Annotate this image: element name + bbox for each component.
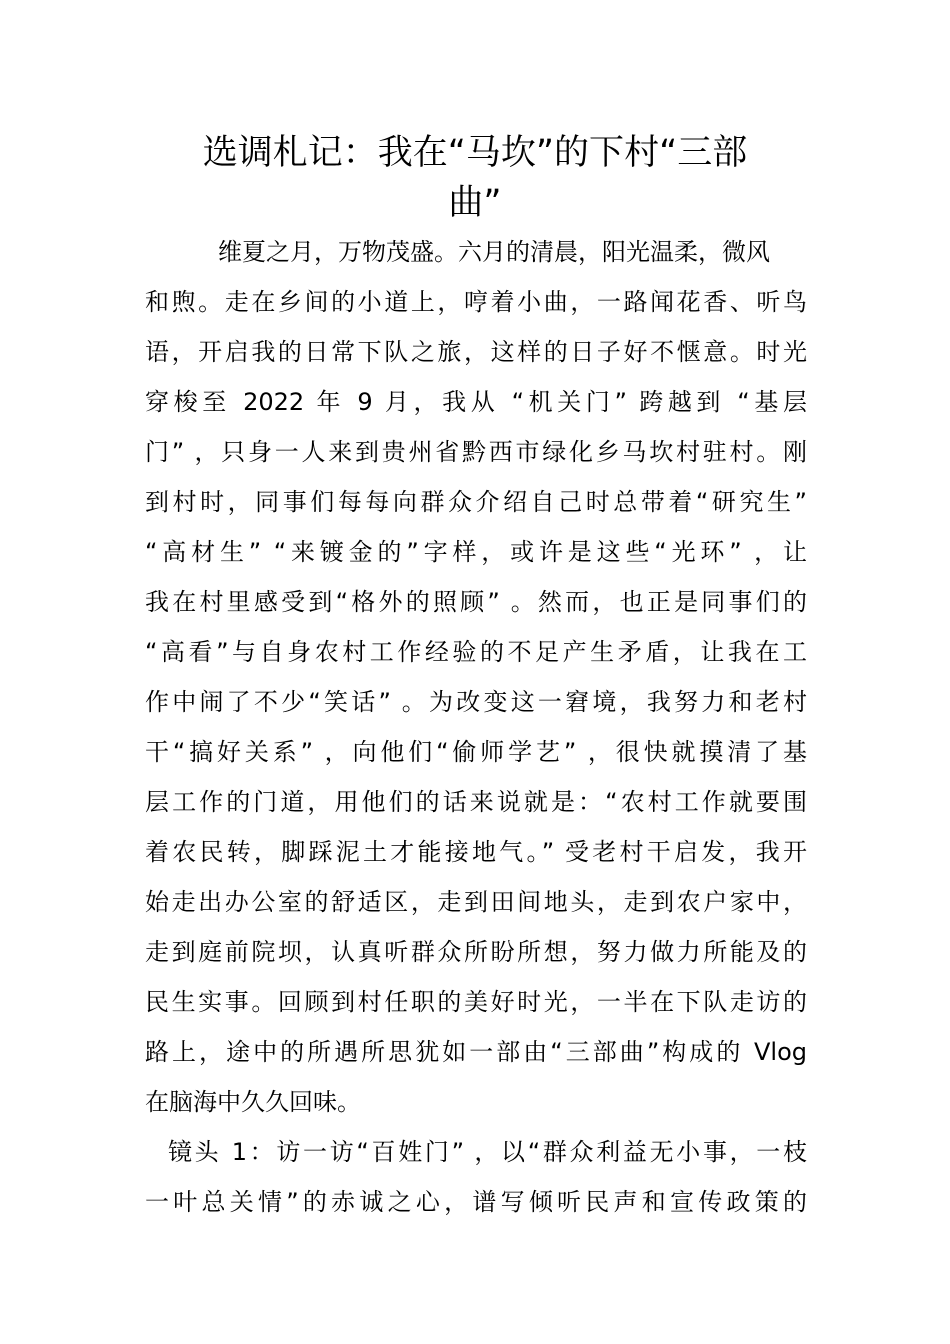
paragraph-line: “高看”与自身农村工作经验的不足产生矛盾，让我在工 bbox=[145, 638, 807, 666]
paragraph-line: 穿梭至 2022 年 9 月，我从 “机关门” 跨越到 “基层 bbox=[145, 388, 807, 416]
paragraph-line: 和煦。走在乡间的小道上，哼着小曲，一路闻花香、听鸟 bbox=[145, 288, 807, 316]
paragraph-line: 民生实事。回顾到村任职的美好时光，一半在下队走访的 bbox=[145, 988, 807, 1016]
paragraph-line: 作中闹了不少“笑话” 。为改变这一窘境，我努力和老村 bbox=[145, 688, 807, 716]
paragraph-line: 我在村里感受到“格外的照顾” 。然而，也正是同事们的 bbox=[145, 588, 807, 616]
paragraph-line: 走到庭前院坝，认真听群众所盼所想，努力做力所能及的 bbox=[145, 938, 807, 966]
paragraph-line: 路上，途中的所遇所思犹如一部由“三部曲”构成的 Vlog bbox=[145, 1038, 807, 1066]
paragraph-line: 在脑海中久久回味。 bbox=[145, 1088, 361, 1116]
paragraph-line: 门” ，只身一人来到贵州省黔西市绿化乡马坎村驻村。刚 bbox=[145, 438, 807, 466]
document-title-line-2: 曲” bbox=[448, 183, 502, 223]
paragraph-line: 一叶总关情”的赤诚之心，谱写倾听民声和宣传政策的 bbox=[145, 1188, 807, 1216]
paragraph-line: 镜头 1：访一访“百姓门” ，以“群众利益无小事，一枝 bbox=[168, 1138, 807, 1166]
document-title-line-1: 选调札记：我在“马坎”的下村“三部 bbox=[202, 133, 748, 173]
paragraph-line: 着农民转，脚踩泥土才能接地气。” 受老村干启发，我开 bbox=[145, 838, 807, 866]
paragraph-line: 始走出办公室的舒适区，走到田间地头，走到农户家中， bbox=[145, 888, 807, 916]
paragraph-line: 语，开启我的日常下队之旅，这样的日子好不惬意。时光 bbox=[145, 338, 807, 366]
paragraph-line: 维夏之月，万物茂盛。六月的清晨，阳光温柔，微风 bbox=[218, 238, 770, 266]
paragraph-line: 层工作的门道，用他们的话来说就是：“农村工作就要围 bbox=[145, 788, 807, 816]
paragraph-line: 干“搞好关系” ，向他们“偷师学艺” ，很快就摸清了基 bbox=[145, 738, 807, 766]
paragraph-line: 到村时，同事们每每向群众介绍自己时总带着“研究生” bbox=[145, 488, 807, 516]
paragraph-line: “高材生” “来镀金的”字样，或许是这些“光环” ，让 bbox=[145, 538, 807, 566]
